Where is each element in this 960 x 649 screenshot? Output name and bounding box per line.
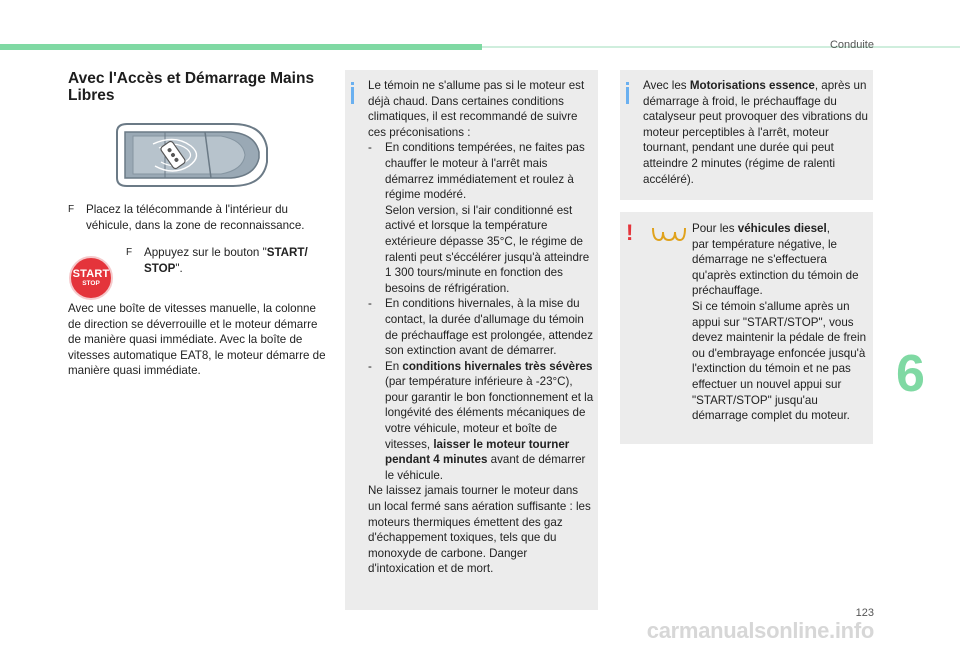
bullet-marker: F	[126, 247, 133, 258]
gearbox-paragraph: Avec une boîte de vitesses manuelle, la colonne de direction se déverrouille et le moteur démarre de manière quasi immédiate. Avec la boîte de vitesses automatique EAT8, le moteur démarre de manière quasi immédiate.	[68, 302, 326, 378]
start-label: START	[72, 267, 110, 280]
car-key-zone-illustration	[113, 122, 271, 188]
info-box-cold-start-text: Le témoin ne s'allume pas si le moteur est déjà chaud. Dans certaines conditions climatiques, il est recommandé de suivre ces préconisations : - En conditions tempérées, ne faites pas chauffer le moteur à l'arrêt mais démarrez immédiatement et roulez à régime modéré. Selon version, si l'air conditionné est activé et lorsque la température extérieure dépasse 35°C, le régime de ralenti peut s'éccélérer jusqu'à atteindre 1 300 tours/minute en fonction des besoins de réfrigération. - En conditions hivernales, à la mise du contact, la durée d'allumage du témoin de préchauffage est prolongée, attendez son extinction avant de démarrer. - En conditions hivernales très sévères (par température inférieure à -23°C), pour garantir le bon fonctionnement et la longévité des éléments mécaniques de votre véhicule, moteur et boîte de vitesses, laisser le moteur tourner pendant 4 minutes avant de démarrer le véhicule. Ne laissez jamais tourner le moteur dans un local fermé sans aération suffisante : les moteurs thermiques émettent des gaz d'échappement toxiques, tels que du monoxyde de carbone. Danger d'intoxication et de mort.	[368, 79, 594, 576]
warning-box-diesel-text: Pour les véhicules diesel, par température négative, le démarrage ne s'effectuera qu'après extinction du témoin de préchauffage. Si ce témoin s'allume après un appui sur "START/STOP", vous devez maintenir la pédale de frein ou d'embrayage enfoncée jusqu'à l'extinction du témoin et ne pas effectuer un nouvel appui sur "START/STOP" jusqu'au démarrage complet du moteur.	[692, 222, 867, 423]
info-icon	[626, 87, 629, 104]
list-item: - En conditions hivernales, à la mise du contact, la durée d'allumage du témoin de préchauffage est prolongée, attendez son extinction avant de démarrer.	[368, 297, 593, 358]
chapter-number: 6	[896, 345, 925, 403]
page-number: 123	[855, 607, 874, 619]
stop-label: STOP	[82, 279, 100, 287]
info-icon-dot	[351, 82, 354, 85]
preheating-glow-plug-icon	[650, 224, 688, 244]
instruction-bullet-1	[68, 202, 330, 233]
header-accent-bar	[0, 44, 482, 50]
info-icon-dot	[626, 82, 629, 85]
list-item: - En conditions tempérées, ne faites pas chauffer le moteur à l'arrêt mais démarrez immédiatement et roulez à régime modéré.	[368, 141, 585, 202]
bullet-1-text: Placez la télécommande à l'intérieur du véhicule, dans la zone de reconnaissance.	[86, 203, 305, 232]
watermark: carmanualsonline.info	[646, 618, 874, 643]
header-thin-rule	[482, 46, 960, 48]
section-title: Conduite	[829, 39, 874, 51]
info-icon	[351, 87, 354, 104]
start-stop-button-icon	[69, 256, 113, 300]
list-item: - En conditions hivernales très sévères (par température inférieure à -23°C), pour garantir le bon fonctionnement et la longévité des éléments mécaniques de votre véhicule, moteur et boîte de vitesses, laisser le moteur tourner pendant 4 minutes avant de démarrer le véhicule.	[368, 359, 594, 482]
instruction-bullet-2	[126, 245, 326, 276]
bullet-marker: F	[68, 204, 75, 215]
info-box-petrol-text: Avec les Motorisations essence, après un démarrage à froid, le préchauffage du catalyseur peut provoquer des vibrations du moteur perceptibles à l'arrêt, moteur tournant, pendant une durée qui peut atteindre 2 minutes (régime de ralenti accéléré).	[643, 79, 868, 186]
bullet-2-text: Appuyez sur le bouton "START/ STOP".	[144, 246, 308, 275]
warning-icon: !	[626, 220, 634, 245]
page-title: Avec l'Accès et Démarrage Mains Libres	[68, 70, 315, 104]
